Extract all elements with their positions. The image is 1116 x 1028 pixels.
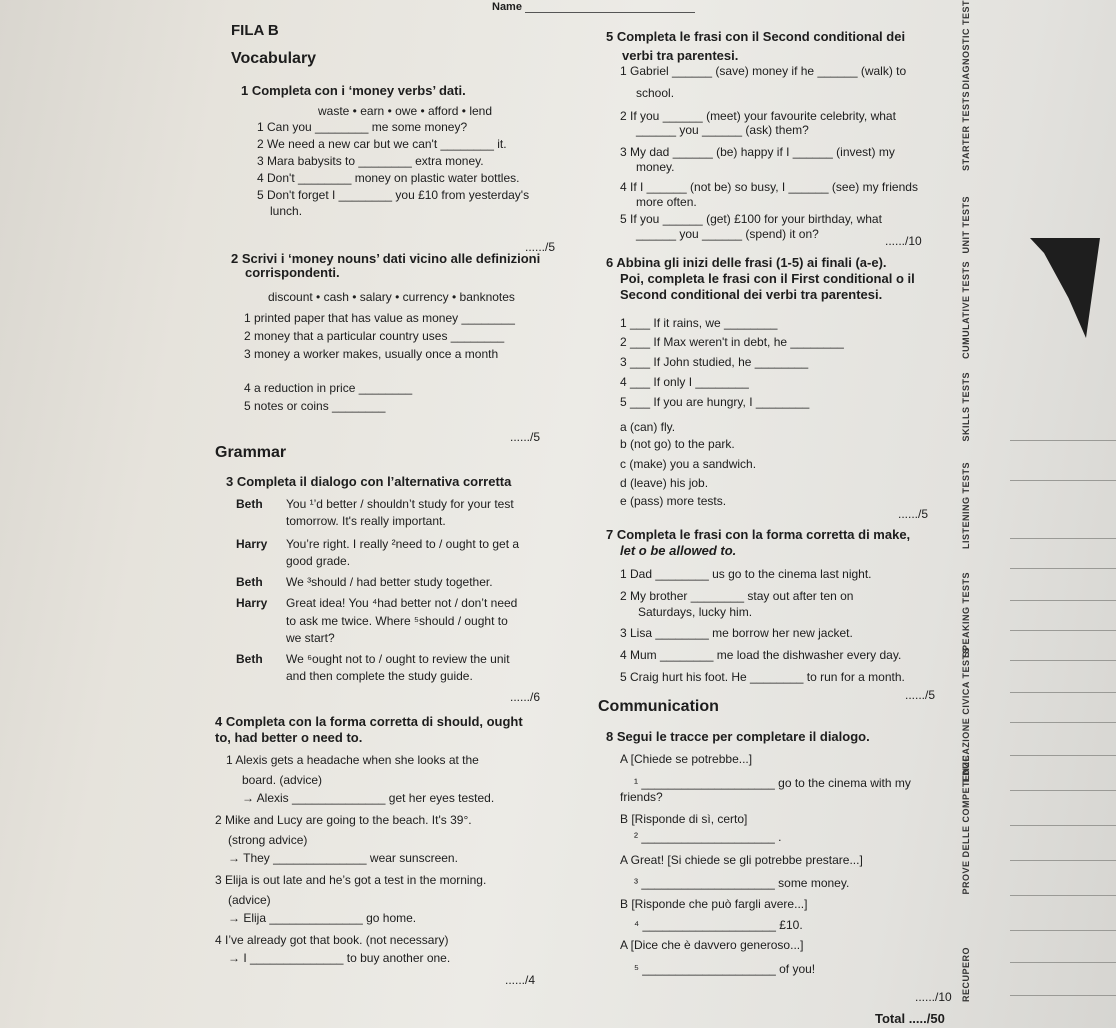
ex5-line: 3 My dad ______ (be) happy if I ______ (invest) my <box>620 145 895 159</box>
ex7-title-2: let o be allowed to. <box>620 543 737 558</box>
section-tab <box>955 91 977 171</box>
ex4-score: ....../4 <box>505 973 536 987</box>
edge-line <box>1010 755 1116 756</box>
edge-line <box>1010 568 1116 569</box>
ex8-line: B [Risponde di sì, certo] <box>620 812 748 826</box>
edge-line <box>1010 962 1116 963</box>
section-tab <box>955 572 977 658</box>
ex6-title-2: Poi, completa le frasi con il First conditional o il <box>620 271 915 286</box>
ex6-start-item: 5 ___ If you are hungry, I ________ <box>620 395 810 409</box>
ex3-line: and then complete the study guide. <box>286 669 473 683</box>
edge-line <box>1010 722 1116 723</box>
edge-line <box>1010 440 1116 441</box>
page-corner-shadow <box>1030 238 1100 338</box>
ex3-line: tomorrow. It's really important. <box>286 514 446 528</box>
ex4-item-2-line3: → They ______________ wear sunscreen. <box>228 851 458 865</box>
ex7-line: 3 Lisa ________ me borrow her new jacket. <box>620 626 853 640</box>
ex5-line: ______ you ______ (ask) them? <box>636 123 809 137</box>
ex5-title-1: 5 Completa le frasi con il Second conditional dei <box>606 29 906 44</box>
edge-line <box>1010 860 1116 861</box>
ex6-title-1: 6 Abbina gli inizi delle frasi (1-5) ai finali (a-e). <box>606 255 887 270</box>
ex5-score: ....../10 <box>885 234 922 248</box>
ex1-title: 1 Completa con i ‘money verbs’ dati. <box>241 83 466 98</box>
ex6-start-item: 2 ___ If Max weren't in debt, he ________ <box>620 335 844 349</box>
ex8-line: ⁵ ____________________ of you! <box>634 962 816 976</box>
ex8-line: ¹ ____________________ go to the cinema with my <box>634 776 911 790</box>
edge-line <box>1010 895 1116 896</box>
name-line[interactable] <box>525 12 695 13</box>
ex3-speaker: Harry <box>236 596 268 610</box>
ex1-words: waste • earn • owe • afford • lend <box>318 104 493 118</box>
ex3-line: We ³should / had better study together. <box>286 575 493 589</box>
ex4-item-3-line3: → Elija ______________ go home. <box>228 911 417 925</box>
section-communication: Communication <box>598 698 719 715</box>
ex8-line: friends? <box>620 790 663 804</box>
section-tab <box>955 940 977 1010</box>
ex3-line: We ⁶ought not to / ought to review the unit <box>286 652 510 666</box>
ex4-item-4-line1: 4 I’ve already got that book. (not necessary) <box>215 933 449 947</box>
ex8-line: ² ____________________ . <box>634 830 782 844</box>
ex4-item-4-line3: → I ______________ to buy another one. <box>228 951 451 965</box>
section-tab-label: EDUCAZIONE CIVICA TESTS <box>961 647 971 783</box>
section-tab-label: PROVE DELLE COMPETENZE <box>961 755 971 895</box>
ex8-line: ³ ____________________ some money. <box>634 876 850 890</box>
ex8-line: B [Risponde che può fargli avere...] <box>620 897 808 911</box>
edge-line <box>1010 995 1116 996</box>
edge-line <box>1010 538 1116 539</box>
ex2-title-2: corrispondenti. <box>245 265 340 280</box>
section-tab <box>955 190 977 260</box>
ex6-ending-item: b (not go) to the park. <box>620 437 735 451</box>
ex1-item-2: 2 We need a new car but we can't ________ it. <box>257 137 507 151</box>
ex2-title-1: 2 Scrivi i ‘money nouns’ dati vicino alle definizioni <box>231 251 541 266</box>
ex5-line: more often. <box>636 195 697 209</box>
ex7-title-1: 7 Completa le frasi con la forma corretta di make, <box>606 527 911 542</box>
ex4-item-3-line2: (advice) <box>228 893 271 907</box>
section-tab <box>955 461 977 549</box>
section-tab <box>955 261 977 359</box>
ex3-speaker: Beth <box>236 497 263 511</box>
section-tab-label: SKILLS TESTS <box>961 372 971 442</box>
section-tab <box>955 0 977 90</box>
edge-line <box>1010 660 1116 661</box>
ex1-item-4: 4 Don't ________ money on plastic water bottles. <box>257 171 520 185</box>
ex2-item-4: 4 a reduction in price ________ <box>244 381 413 395</box>
ex3-speaker: Beth <box>236 652 263 666</box>
ex5-line: 1 Gabriel ______ (save) money if he ______ (walk) to <box>620 64 907 78</box>
section-tab <box>955 755 977 895</box>
ex5-line: money. <box>636 160 675 174</box>
ex5-line: 5 If you ______ (get) £100 for your birthday, what <box>620 212 882 226</box>
ex6-ending-item: e (pass) more tests. <box>620 494 727 508</box>
name-label: Name <box>492 1 522 13</box>
edge-line <box>1010 630 1116 631</box>
ex7-line: 5 Craig hurt his foot. He ________ to run for a month. <box>620 670 905 684</box>
ex6-title-3: Second conditional dei verbi tra parentesi. <box>620 287 883 302</box>
ex6-start-item: 3 ___ If John studied, he ________ <box>620 355 809 369</box>
section-tab-label: SPEAKING TESTS <box>961 572 971 658</box>
ex2-item-2: 2 money that a particular country uses ________ <box>244 329 505 343</box>
ex6-ending-item: c (make) you a sandwich. <box>620 457 757 471</box>
ex1-item-3: 3 Mara babysits to ________ extra money. <box>257 154 484 168</box>
ex7-line: Saturdays, lucky him. <box>638 605 753 619</box>
total-score: Total ...../50 <box>875 1011 945 1026</box>
ex5-line: ______ you ______ (spend) it on? <box>636 227 819 241</box>
ex2-item-5: 5 notes or coins ________ <box>244 399 386 413</box>
ex1-score: ....../5 <box>525 240 556 254</box>
ex7-line: 2 My brother ________ stay out after ten on <box>620 589 854 603</box>
ex2-item-1: 1 printed paper that has value as money ________ <box>244 311 515 325</box>
ex3-line: Great idea! You ⁴had better not / don’t need <box>286 596 518 610</box>
ex1-item-1: 1 Can you ________ me some money? <box>257 120 468 134</box>
ex8-title: 8 Segui le tracce per completare il dialogo. <box>606 729 870 744</box>
ex3-speaker: Beth <box>236 575 263 589</box>
section-grammar: Grammar <box>215 444 287 461</box>
ex8-score: ....../10 <box>915 990 952 1004</box>
ex5-line: school. <box>636 86 675 100</box>
ex2-item-3: 3 money a worker makes, usually once a month <box>244 347 499 361</box>
ex6-start-item: 4 ___ If only I ________ <box>620 375 749 389</box>
ex8-line: A [Chiede se potrebbe...] <box>620 752 753 766</box>
ex2-words: discount • cash • salary • currency • banknotes <box>268 290 515 304</box>
edge-line <box>1010 480 1116 481</box>
ex3-speaker: Harry <box>236 537 268 551</box>
ex4-item-1-line1: 1 Alexis gets a headache when she looks at the <box>226 753 479 767</box>
section-tab-label: STARTER TESTS <box>961 91 971 171</box>
ex5-line: 2 If you ______ (meet) your favourite celebrity, what <box>620 109 896 123</box>
ex1-item-5: 5 Don't forget I ________ you £10 from yesterday's <box>257 188 530 202</box>
section-tab-label: CUMULATIVE TESTS <box>961 261 971 359</box>
ex6-start-item: 1 ___ If it rains, we ________ <box>620 316 778 330</box>
ex4-item-1-line2: board. (advice) <box>242 773 323 787</box>
edge-line <box>1010 825 1116 826</box>
section-tab <box>955 372 977 442</box>
ex4-title-1: 4 Completa con la forma corretta di should, ought <box>215 714 523 729</box>
ex5-title-2: verbi tra parentesi. <box>622 48 739 63</box>
section-tab-label: RECUPERO <box>961 947 971 1003</box>
ex4-item-1-line3: → Alexis ______________ get her eyes tested. <box>242 791 495 805</box>
ex7-line: 1 Dad ________ us go to the cinema last night. <box>620 567 872 581</box>
ex3-line: You ¹’d better / shouldn’t study for your test <box>286 497 514 511</box>
ex4-item-2-line2: (strong advice) <box>228 833 308 847</box>
ex3-line: You’re right. I really ²need to / ought to get a <box>286 537 520 551</box>
ex6-ending-item: a (can) fly. <box>620 420 676 434</box>
section-tab <box>955 647 977 783</box>
ex3-line: we start? <box>286 631 335 645</box>
edge-line <box>1010 790 1116 791</box>
ex6-ending-item: d (leave) his job. <box>620 476 709 490</box>
section-tab-label: DIAGNOSTIC TEST <box>961 0 971 90</box>
ex3-title: 3 Completa il dialogo con l’alternativa corretta <box>226 474 512 489</box>
edge-line <box>1010 692 1116 693</box>
ex3-line: good grade. <box>286 554 351 568</box>
ex8-line: ⁴ ____________________ £10. <box>634 918 803 932</box>
ex2-score: ....../5 <box>510 430 541 444</box>
ex4-item-3-line1: 3 Elija is out late and he’s got a test in the morning. <box>215 873 487 887</box>
ex7-score: ....../5 <box>905 688 936 702</box>
ex1-item-5-cont: lunch. <box>270 204 303 218</box>
ex3-line: to ask me twice. Where ⁵should / ought to <box>286 614 508 628</box>
section-tab-label: LISTENING TESTS <box>961 461 971 549</box>
ex6-score: ....../5 <box>898 507 929 521</box>
ex8-line: A [Dice che è davvero generoso...] <box>620 938 804 952</box>
section-vocabulary: Vocabulary <box>231 50 317 67</box>
edge-line <box>1010 600 1116 601</box>
edge-line <box>1010 930 1116 931</box>
section-tab-label: UNIT TESTS <box>961 196 971 254</box>
ex4-item-2-line1: 2 Mike and Lucy are going to the beach. It's 39°. <box>215 813 472 827</box>
level-label: FILA B <box>231 22 279 39</box>
ex4-title-2: to, had better o need to. <box>215 730 363 745</box>
ex5-line: 4 If I ______ (not be) so busy, I ______ (see) my friends <box>620 180 918 194</box>
ex3-score: ....../6 <box>510 690 541 704</box>
ex8-line: A Great! [Si chiede se gli potrebbe prestare...] <box>620 853 863 867</box>
ex7-line: 4 Mum ________ me load the dishwasher every day. <box>620 648 902 662</box>
